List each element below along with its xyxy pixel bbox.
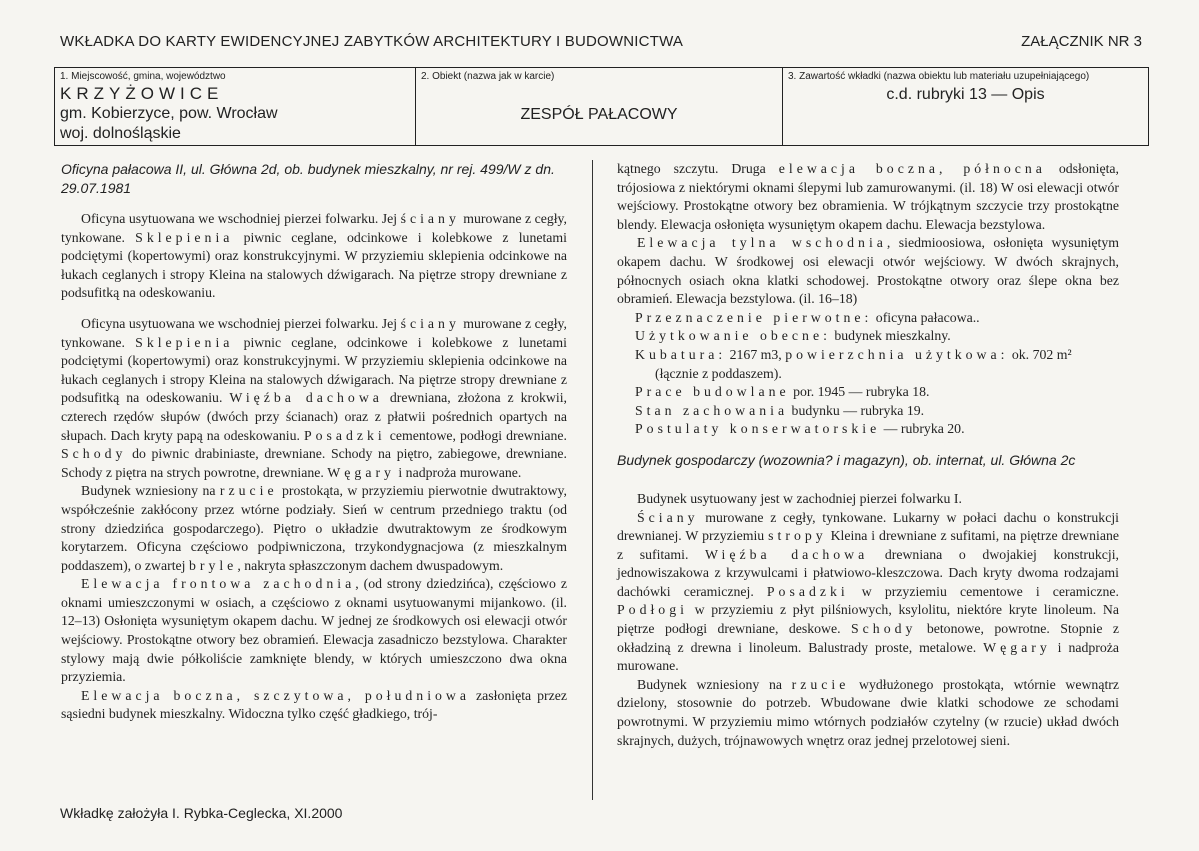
paragraph-outbuilding-plan: Budynek wzniesiony na rzucie wydłużonego prostokąta, wtórnie wewnątrz dzielony, stosownie do potrzeb. Wbudowane dwie klatki schodowe ze schodami powrotnymi. W przyziemiu mimo wtórnych podziałów czytelny (w rzucie) układ dwóch skrajnych, dużych, trójnawowych wnętrz oraz jednej przelotowej sieni. — [617, 676, 1120, 748]
item-purpose: Przeznaczenie pierwotne: oficyna pałacowa.. — [635, 309, 980, 325]
paragraph-front-elevation: Elewacja frontowa zachodnia, (od strony dziedzińca), częściowo z oknami umieszczonymi w osiach, a częściowo z oknami usytuowanymi mijankowo. (il. 12–13) Osłonięta wysuniętym okapem dachu. W jednej ze środkowych osi elewacji otwór wejściowy. Prostokątne otwory bez obramień. Elewacja zasadniczo bezstylowa. Charakter stylowy mają dwie półkoliście zamknięte blendy, w których umieszczono dwa okna przyziemia. — [61, 576, 567, 685]
item-postulates: Postulaty konserwatorskie — rubryka 20. — [635, 421, 965, 437]
item-volume: Kubatura: 2167 m3, powierzchnia użytkowa: ok. 702 m² — [635, 346, 1072, 362]
object-label: 2. Obiekt (nazwa jak w karcie) — [421, 71, 555, 82]
object-name: ZESPÓŁ PAŁACOWY — [520, 106, 678, 123]
content-label: 3. Zawartość wkładki (nazwa obiektu lub materiału uzupełniającego) — [788, 71, 1090, 82]
paragraph-outbuilding-location: Budynek usytuowany jest w zachodniej pierzei folwarku I. — [637, 490, 962, 506]
paragraph-side-elevation: Elewacja boczna, szczytowa, południowa zasłonięta przez sąsiedni budynek mieszkalny. Widoczna tylko część gładkiego, trój- — [61, 687, 567, 722]
annex-number: ZAŁĄCZNIK NR 3 — [1021, 33, 1142, 50]
location-cell — [55, 68, 416, 145]
province: woj. dolnośląskie — [60, 125, 181, 142]
item-works: Prace budowlane por. 1945 — rubryka 18. — [635, 384, 930, 400]
document-title: WKŁADKA DO KARTY EWIDENCYJNEJ ZABYTKÓW ARCHITEKTURY I BUDOWNICTWA — [60, 33, 684, 50]
info-table — [54, 67, 1149, 146]
paragraph-walls-2: Oficyna usytuowana we wschodniej pierzei folwarku. Jej ściany murowane z cegły, tynkowane. Sklepienia piwnic ceglane, odcinkowe i kolebkowe z lunetami podciętymi (kopertowymi) oraz konstrukcyjnymi. W przyziemiu sklepienia odcinkowe na łukach ceglanych i stropy Kleina na stalowych dźwigarach. Na piętrze stropy drewniane z podsufitką na odeskowaniu. Więźba dachowa drewniana, złożona z krokwii, czterech rzędów słupów (dwóch przy ścianach) oraz z płatwii pośrednich opartych na słupach. Dach kryty papą na odeskowaniu. Posadzki cementowe, podłogi drewniane. Schody do piwnic drabiniaste, drewniane. Schody na piętro, zabiegowe, drewniane. Schody z piętra na strych powrotne, drewniane. Węgary i nadproża murowane. — [61, 315, 568, 480]
content-value: c.d. rubryki 13 — Opis — [886, 86, 1045, 103]
item-usage: Użytkowanie obecne: budynek mieszkalny. — [635, 328, 951, 344]
location-label: 1. Miejscowość, gmina, województwo — [60, 71, 226, 82]
paragraph-rear-elevation: Elewacja tylna wschodnia, siedmioosiowa, osłonięta wysuniętym okapem dachu. W środkowej osi elewacji otwór wejściowy. W dwóch skrajnych, północnych osiach okna klatki schodowej. Prostokątne otwory oraz ślepe okna bez obramień. Elewacja bezstylowa. (il. 16–18) — [617, 235, 1120, 307]
town-name: KRZYŻOWICE — [60, 84, 224, 103]
column-divider — [592, 160, 593, 800]
footer-author: Wkładkę założyła I. Rybka-Ceglecka, XI.2000 — [60, 805, 343, 821]
paragraph-outbuilding-walls: Ściany murowane z cegły, tynkowane. Lukarny w połaci dachu o konstrukcji drewnianej. W przyziemiu stropy Kleina i drewniane z sufitami, na piętrze drewniane z sufitami. Więźba dachowa drewniana o dwojakiej konstrukcji, jednowiszakowa z krzywulcami i płatwiowo-kleszczowa. Dach kryty dwoma rodzajami dachówki ceramicznej. Posadzki w przyziemiu cementowe i ceramiczne. Podłogi w przyziemiu z płyt pilśniowych, ksylolitu, niektóre kryte linoleum. Na piętrze podłogi drewniane, deskowe. Schody betonowe, powrotne. Stopnie z okładziną z drewna i linoleum. Balustrady proste, metalowe. Węgary i nadproża murowane. — [617, 509, 1120, 674]
section-title-outbuilding: Budynek gospodarczy (wozownia? i magazyn), ob. internat, ul. Główna 2c — [617, 451, 1076, 468]
item-condition: Stan zachowania budynku — rubryka 19. — [635, 402, 925, 418]
object-cell — [416, 68, 783, 145]
commune: gm. Kobierzyce, pow. Wrocław — [60, 105, 278, 122]
content-cell — [783, 68, 1148, 145]
left-column — [61, 160, 567, 724]
paragraph-north-elevation: kątnego szczytu. Druga elewacja boczna, północna odsłonięta, trójosiowa z niektórymi oknami ślepymi lub zamurowanymi. (il. 18) W osi elewacji otwór wejściowy. Prostokątne otwory bez obramienia. W trójkątnym szczycie trzy prostokątne blendy. Elewacja osłonięta wysuniętym okapem dachu. Elewacja bezstylowa. — [617, 161, 1119, 232]
paragraph-walls-1: Oficyna usytuowana we wschodniej pierzei folwarku. Jej ściany murowane z cegły, tynkowane. Sklepienia piwnic ceglane, odcinkowe i kolebkowe z lunetami podciętymi (kopertowymi) oraz konstrukcyjnymi. W przyziemiu sklepienia odcinkowe na łukach ceglanych i stropy Kleina na stalowych dźwigarach. Na piętrze stropy drewniane z podsufitką na odeskowaniu. — [61, 211, 568, 301]
right-column — [617, 160, 1119, 750]
section-title-oficyna: Oficyna pałacowa II, ul. Główna 2d, ob. budynek mieszkalny, nr rej. 499/W z dn. 29.07.1981 — [61, 161, 555, 196]
paragraph-plan: Budynek wzniesiony na rzucie prostokąta, w przyziemiu pierwotnie dwutraktowy, współcześnie zakłócony przez wtórne podziały. Sień w centrum przedniego traktu (od strony dziedzińca gospodarczego). Piętro o układzie dwutraktowym ze środkowym korytarzem. Oficyna częściowo podpiwniczona, trzykondygnacjowa (z mieszkalnym poddaszem), o zwartej bryle, nakryta spłaszczonym dachem dwuspadowym. — [61, 483, 567, 573]
item-volume-note: (łącznie z poddaszem). — [655, 365, 782, 381]
